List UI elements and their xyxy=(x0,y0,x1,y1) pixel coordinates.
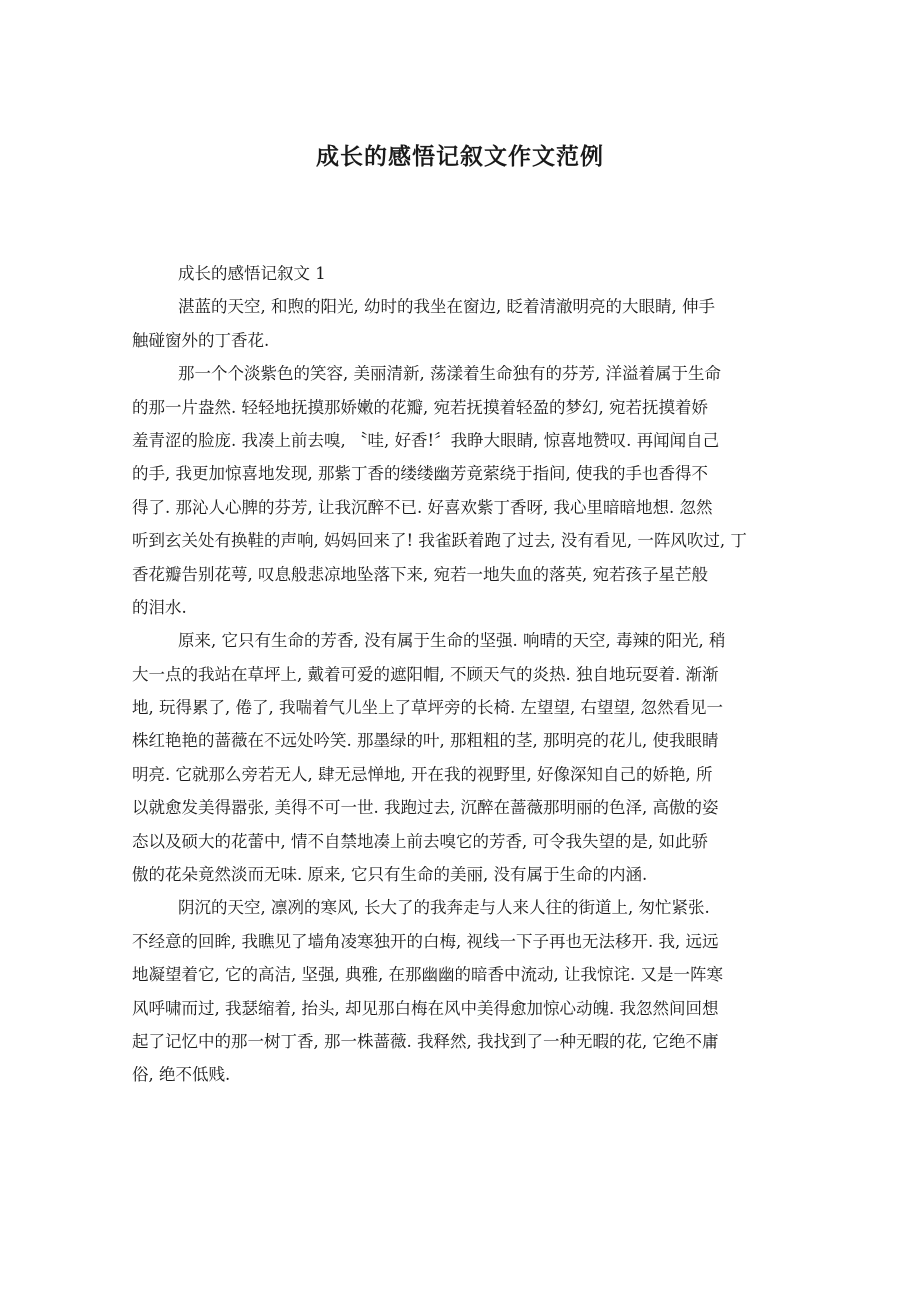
text-line: 风呼啸而过, 我瑟缩着, 抬头, 却见那白梅在风中美得愈加惊心动魄. 我忽然间回想 xyxy=(132,998,719,1018)
text-line: 地, 玩得累了, 倦了, 我喘着气儿坐上了草坪旁的长椅. 左望望, 右望望, 忽然看见一 xyxy=(132,698,723,718)
text-line: 株红艳艳的蔷薇在不远处吟笑. 那墨绿的叶, 那粗粗的茎, 那明亮的花儿, 使我眼睛 xyxy=(132,731,719,751)
text-line: 俗, 绝不低贱. xyxy=(132,1065,231,1085)
text-line: 态以及硕大的花蕾中, 情不自禁地凑上前去嗅它的芳香, 可令我失望的是, 如此骄 xyxy=(132,831,708,851)
text-line: 以就愈发美得嚣张, 美得不可一世. 我跑过去, 沉醉在蔷薇那明丽的色泽, 高傲的姿 xyxy=(132,798,719,818)
text-line: 成长的感悟记叙文 1 xyxy=(178,264,326,283)
document-body xyxy=(132,257,822,1092)
text-line: 起了记忆中的那一树丁香, 那一株蔷薇. 我释然, 我找到了一种无暇的花, 它绝不庸 xyxy=(132,1031,719,1051)
text-line: 地凝望着它, 它的高洁, 坚强, 典雅, 在那幽幽的暗香中流动, 让我惊诧. 又是一阵寒 xyxy=(132,965,723,985)
text-line: 原来, 它只有生命的芳香, 没有属于生命的坚强. 响晴的天空, 毒辣的阳光, 稍 xyxy=(178,631,726,651)
text-line: 触碰窗外的丁香花. xyxy=(132,330,270,350)
text-line: 阴沉的天空, 凛冽的寒风, 长大了的我奔走与人来人往的街道上, 匆忙紧张. xyxy=(178,898,710,918)
text-line: 湛蓝的天空, 和煦的阳光, 幼时的我坐在窗边, 眨着清澈明亮的大眼睛, 伸手 xyxy=(178,297,715,317)
text-line: 羞青涩的脸庞. 我凑上前去嗅, 〝哇, 好香!〞我睁大眼睛, 惊喜地赞叹. 再闻闻自己 xyxy=(132,430,720,450)
text-line: 那一个个淡紫色的笑容, 美丽清新, 荡漾着生命独有的芬芳, 洋溢着属于生命 xyxy=(178,364,721,384)
text-line: 大一点的我站在草坪上, 戴着可爱的遮阳帽, 不顾天气的炎热. 独自地玩耍着. 渐渐 xyxy=(132,664,719,684)
text-line: 得了. 那沁人心脾的芬芳, 让我沉醉不已. 好喜欢紫丁香呀, 我心里暗暗地想. 忽然 xyxy=(132,497,713,517)
text-line: 听到玄关处有换鞋的声响, 妈妈回来了! 我雀跃着跑了过去, 没有看见, 一阵风吹过, 丁 xyxy=(132,531,747,551)
text-line: 香花瓣告别花萼, 叹息般悲凉地坠落下来, 宛若一地失血的落英, 宛若孩子星芒般 xyxy=(132,564,708,584)
text-line: 的泪水. xyxy=(132,597,187,617)
text-line: 不经意的回眸, 我瞧见了墙角凌寒独开的白梅, 视线一下子再也无法移开. 我, 远远 xyxy=(132,931,719,951)
text-line: 傲的花朵竟然淡而无味. 原来, 它只有生命的美丽, 没有属于生命的内涵. xyxy=(132,865,648,885)
text-line: 的那一片盎然. 轻轻地抚摸那娇嫩的花瓣, 宛若抚摸着轻盈的梦幻, 宛若抚摸着娇 xyxy=(132,397,708,417)
document-title: 成长的感悟记叙文作文范例 xyxy=(316,143,604,170)
text-line: 的手, 我更加惊喜地发现, 那紫丁香的缕缕幽芳竟萦绕于指间, 使我的手也香得不 xyxy=(132,464,708,484)
text-line: 明亮. 它就那么旁若无人, 肆无忌惮地, 开在我的视野里, 好像深知自己的娇艳, 所 xyxy=(132,764,713,784)
